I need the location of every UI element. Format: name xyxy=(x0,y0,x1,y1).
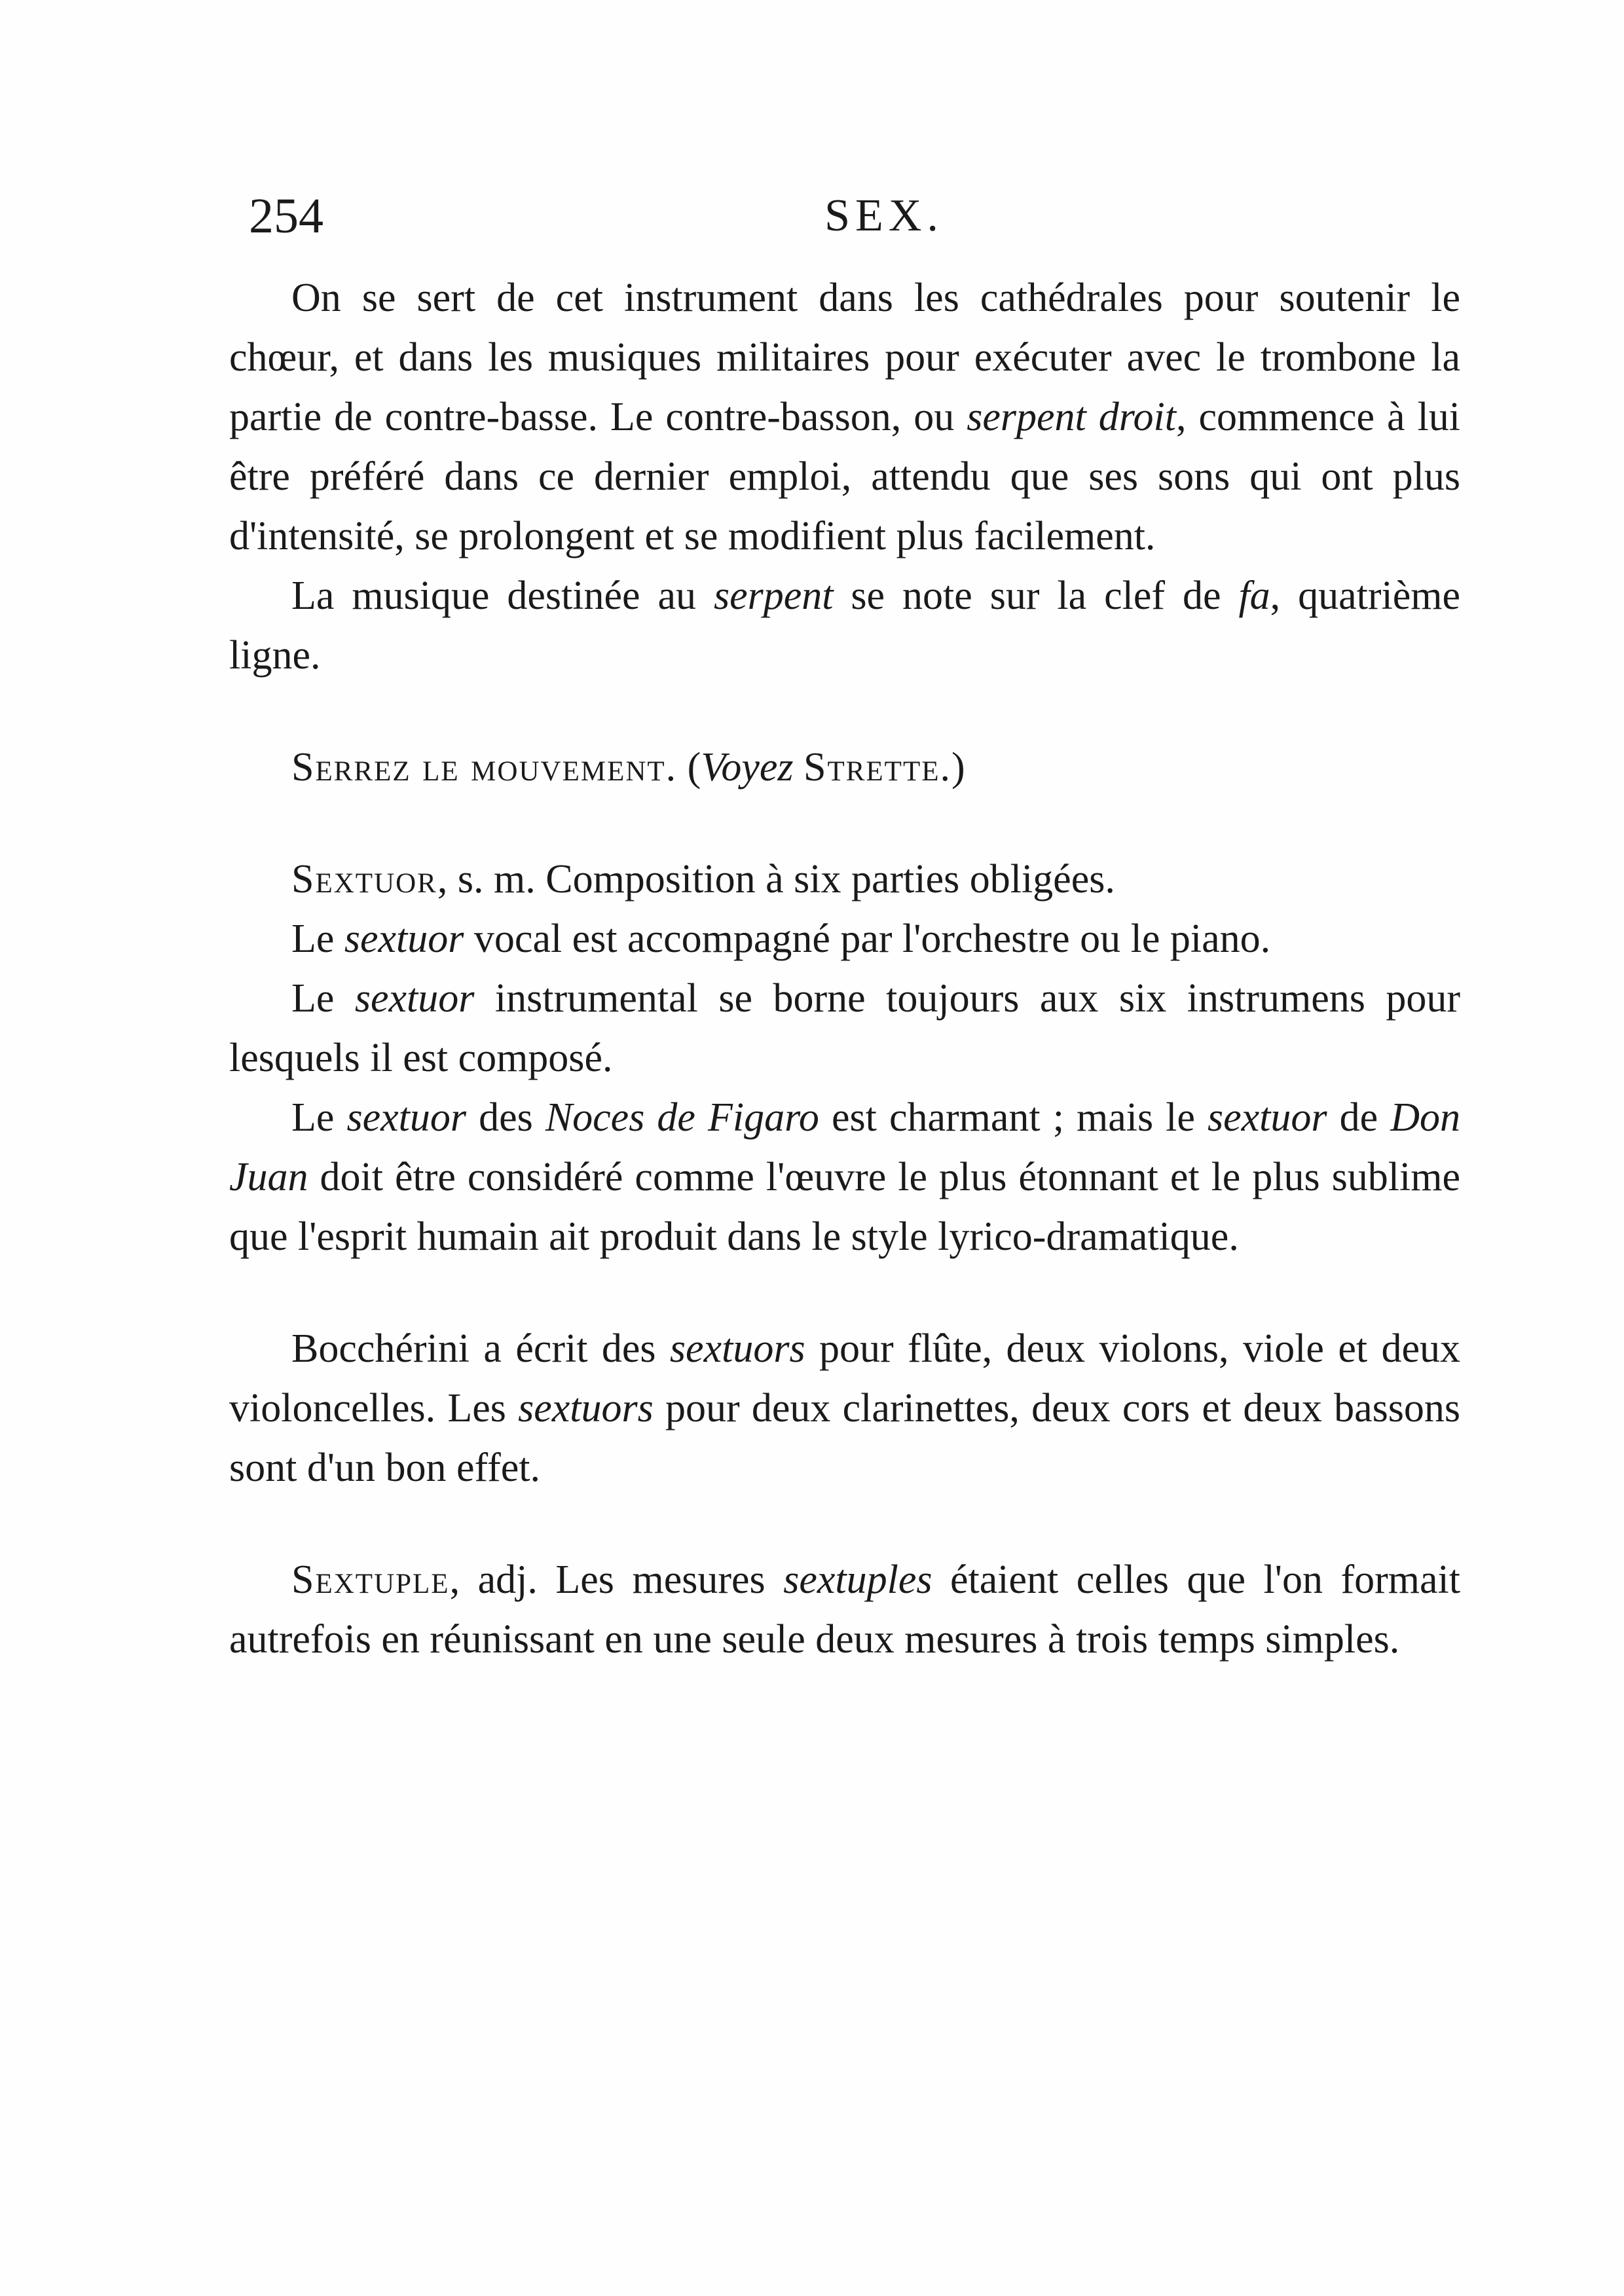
text-run: Le xyxy=(291,917,344,961)
text-run: instrumental se borne toujours aux six instrumens pour lesquels il est composé. xyxy=(229,976,1461,1080)
text-run: , adj. Les mesures xyxy=(449,1558,784,1602)
text-run: , commence à lui être préféré dans ce dernier emploi, attendu que ses sons qui ont plus d'intensité, se prolongent et se modifient plus facilement. xyxy=(229,395,1461,558)
italic-term: sextuors xyxy=(518,1386,654,1430)
entry-headword: Sextuple xyxy=(291,1558,450,1602)
text-run: doit être considéré comme l'œuvre le plus étonnant et le plus sublime que l'esprit humain ait produit dans le style lyrico-dramatique. xyxy=(229,1155,1460,1259)
text-run: Le xyxy=(291,1095,347,1140)
text-run: pour flûte, deux violons, viole et deux violoncelles. Les xyxy=(229,1326,1460,1430)
entry-sextuple xyxy=(229,1550,1460,1669)
text-run: est charmant ; mais le xyxy=(819,1095,1208,1140)
italic-term: fa xyxy=(1238,574,1270,618)
text-run: Le xyxy=(291,976,355,1021)
body-text xyxy=(229,268,1460,1669)
paragraph-serpent-clef xyxy=(229,566,1460,685)
italic-term: Voyez xyxy=(701,745,794,790)
paragraph-sextuor-vocal xyxy=(229,909,1460,969)
italic-term: sextuor xyxy=(1208,1095,1327,1140)
text-run xyxy=(793,745,803,790)
paragraph-boccherini xyxy=(229,1319,1460,1498)
italic-term: sextuor xyxy=(346,1095,466,1140)
italic-term: sextuors xyxy=(669,1326,805,1371)
text-run: vocal est accompagné par l'orchestre ou le piano. xyxy=(464,917,1271,961)
italic-term: sextuor xyxy=(344,917,464,961)
text-run: , s. m. Composition à six parties obligées. xyxy=(437,857,1115,902)
text-run: La musique destinée au xyxy=(291,574,714,618)
text-run: , quatrième ligne. xyxy=(229,574,1460,678)
text-run: de xyxy=(1327,1095,1391,1140)
text-run: ( xyxy=(677,745,701,790)
entry-headword: Serrez le mouvement. xyxy=(291,745,678,790)
paragraph-sextuor-instrumental xyxy=(229,969,1460,1088)
entry-headword: Sextuor xyxy=(291,857,437,902)
text-run: étaient celles que l'on formait autrefois en réunissant en une seule deux mesures à trois temps simples. xyxy=(229,1558,1460,1662)
cross-reference: Strette. xyxy=(803,745,951,790)
entry-sextuor xyxy=(229,850,1460,909)
text-run: Bocchérini a écrit des xyxy=(291,1326,670,1371)
italic-term: sextuor xyxy=(354,976,475,1021)
italic-term: serpent droit xyxy=(967,395,1177,439)
text-run: se note sur la clef de xyxy=(833,574,1239,618)
paragraph-sextuor-figaro xyxy=(229,1088,1460,1267)
text-run: On se sert de cet instrument dans les cathédrales pour soutenir le chœur, et dans les musiques militaires pour exécuter avec le trombone la partie de contre-basse. Le contre-basson, ou xyxy=(229,276,1460,439)
page-number: 254 xyxy=(249,189,323,244)
italic-term: Noces de Figaro xyxy=(545,1095,819,1140)
text-run: des xyxy=(466,1095,545,1140)
italic-term: serpent xyxy=(713,574,834,618)
text-run: ) xyxy=(951,745,965,790)
paragraph-serpent-usage xyxy=(229,268,1460,566)
page-header xyxy=(249,187,1480,246)
entry-serrez-le-mouvement xyxy=(229,738,1460,797)
italic-term: sextuples xyxy=(783,1558,932,1602)
italic-term: Don Juan xyxy=(229,1095,1460,1199)
text-run: pour deux clarinettes, deux cors et deux bassons sont d'un bon effet. xyxy=(229,1386,1460,1490)
running-head: SEX. xyxy=(824,191,944,241)
